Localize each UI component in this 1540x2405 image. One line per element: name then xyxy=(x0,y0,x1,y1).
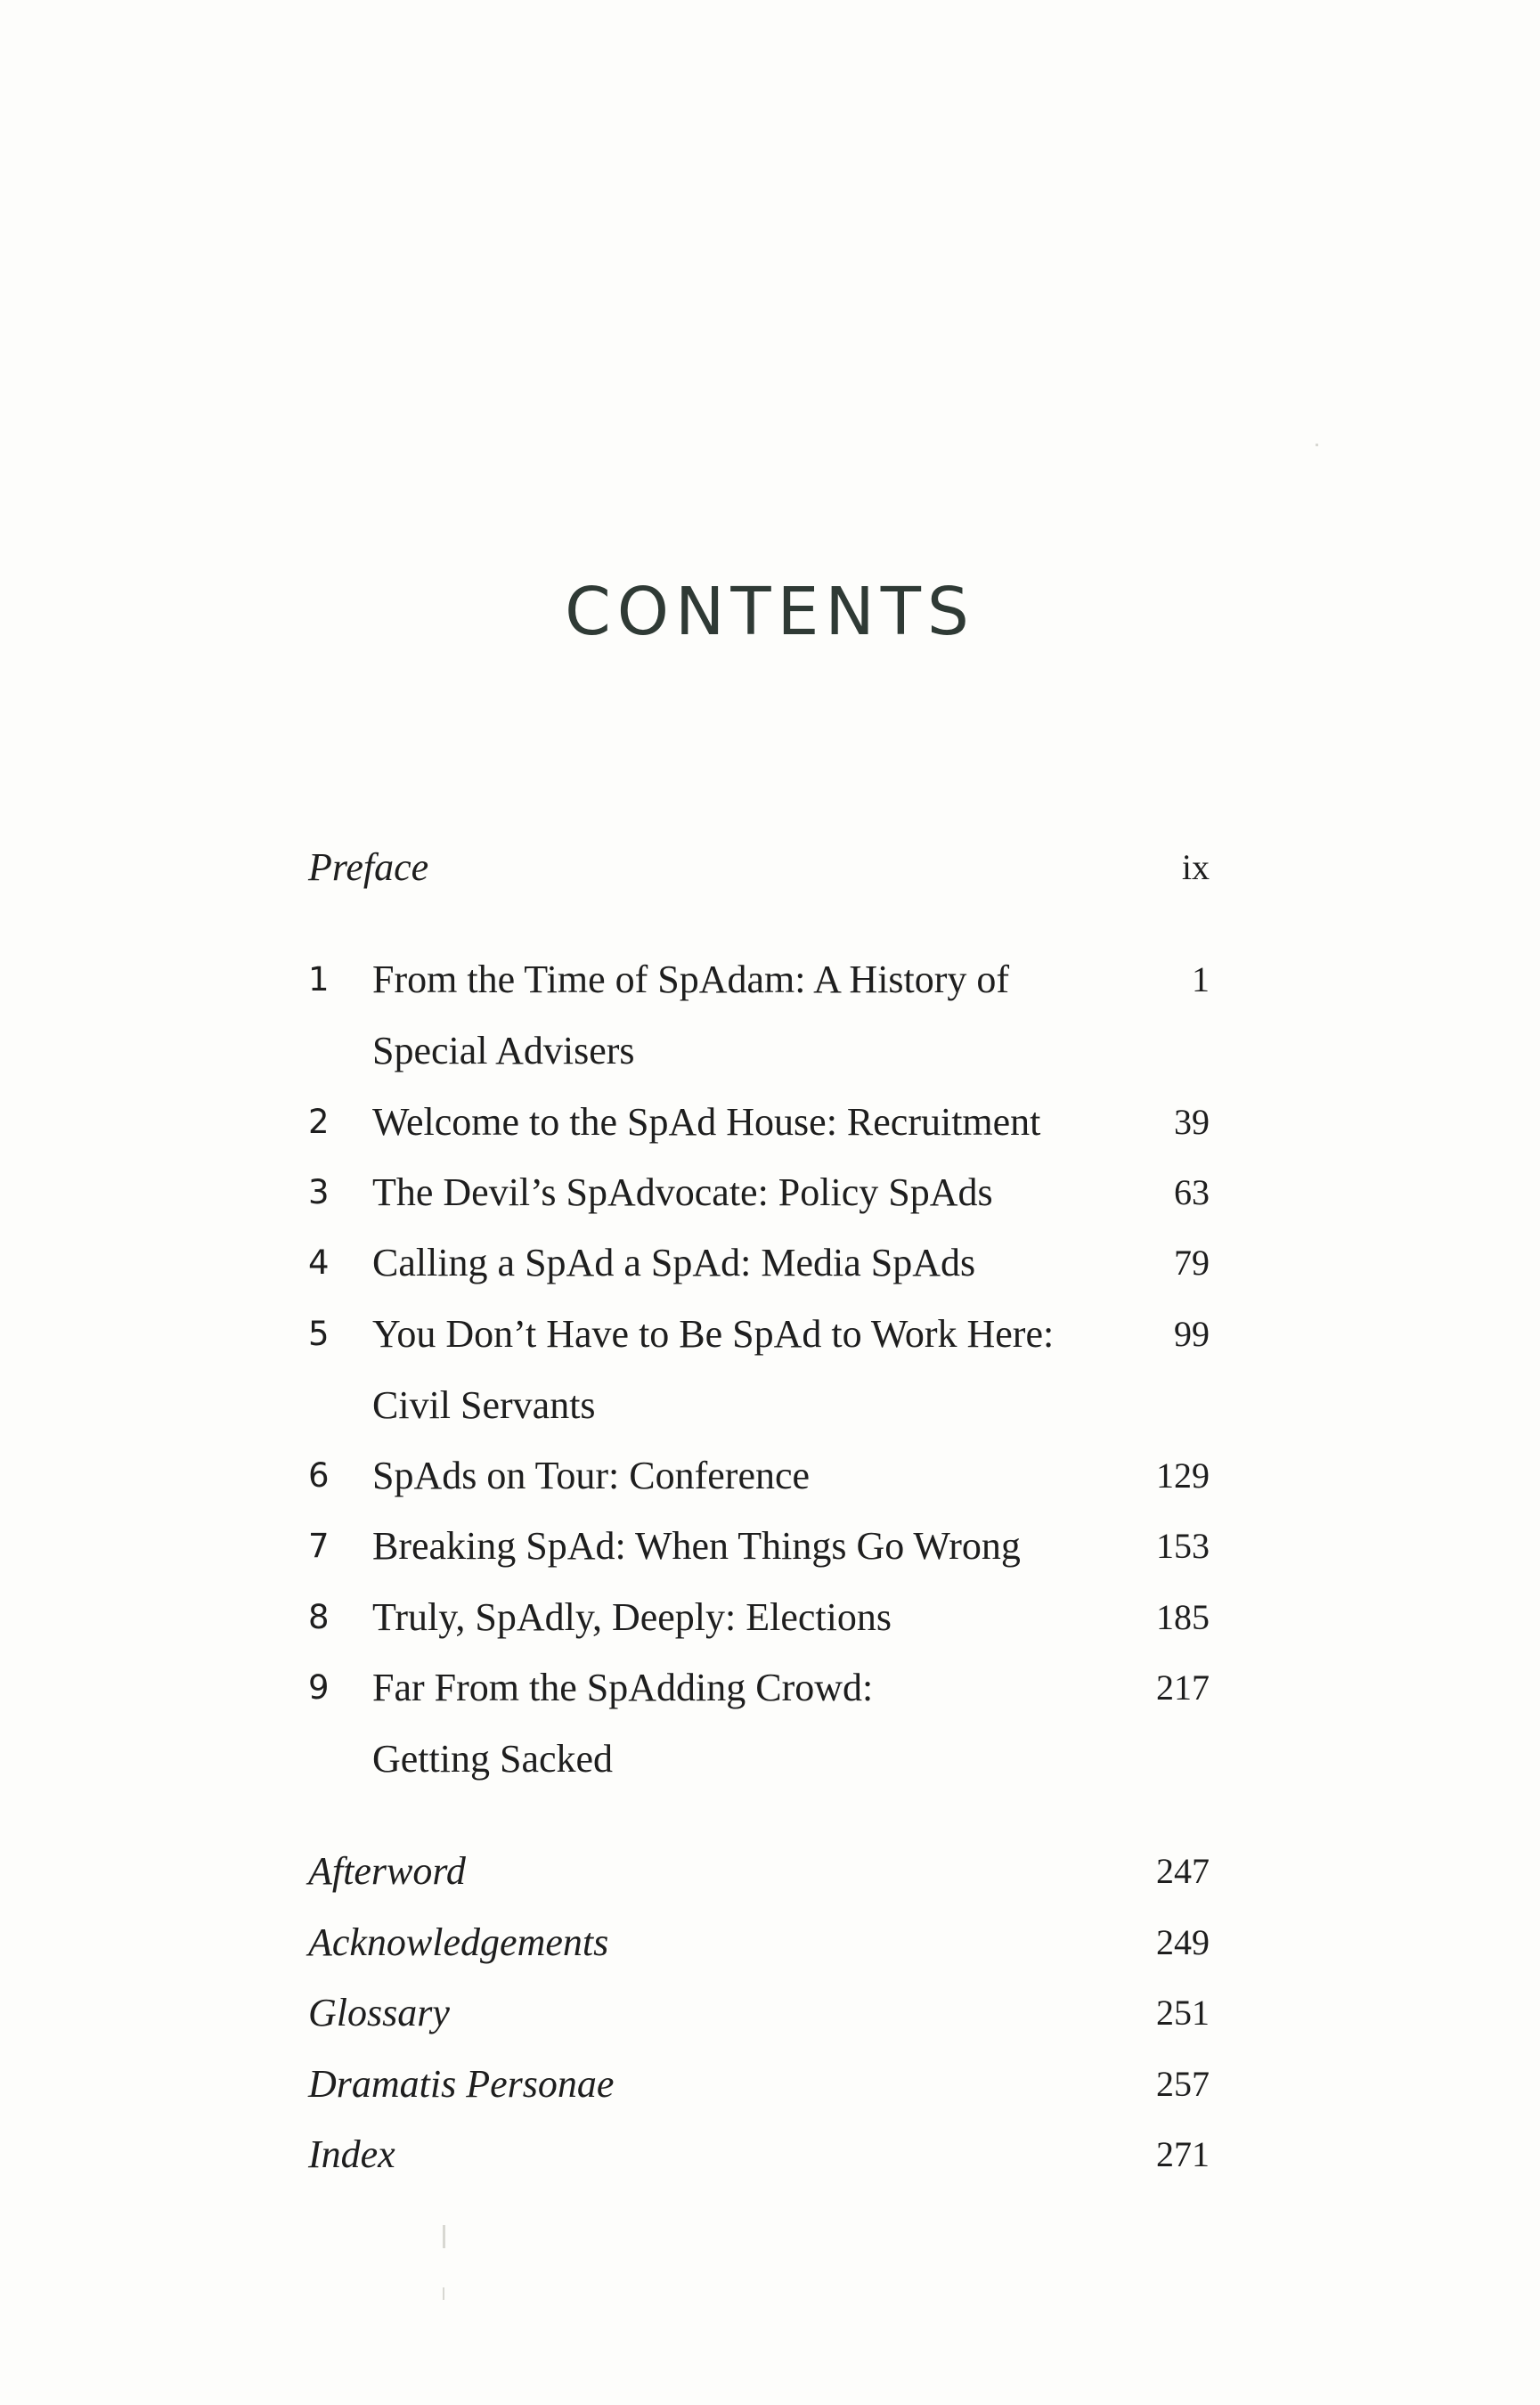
toc-entry-chapter-3[interactable] xyxy=(308,1157,1210,1228)
chapter-title: Welcome to the SpAd House: Recruitment xyxy=(372,1100,1041,1144)
entry-title: Acknowledgements xyxy=(308,1920,609,1964)
entry-title: Afterword xyxy=(308,1849,466,1893)
chapter-number: 6 xyxy=(308,1456,330,1495)
entry-page-number: 217 xyxy=(1156,1667,1210,1708)
entry-title: Preface xyxy=(308,845,429,889)
scan-speck xyxy=(1316,444,1318,446)
chapter-title-line-2: Special Advisers xyxy=(372,1029,635,1072)
chapter-title xyxy=(372,1652,1085,1795)
entry-page-number: 257 xyxy=(1156,2064,1210,2104)
chapter-number: 4 xyxy=(308,1243,330,1282)
chapter-number: 3 xyxy=(308,1173,330,1211)
entry-page-number: 249 xyxy=(1156,1922,1210,1962)
chapter-title xyxy=(372,944,1085,1087)
chapter-title xyxy=(372,1299,1085,1441)
chapter-title-line-2: Civil Servants xyxy=(372,1383,596,1427)
chapter-title: Breaking SpAd: When Things Go Wrong xyxy=(372,1524,1021,1568)
entry-page-number: 1 xyxy=(1192,959,1210,999)
chapter-number: 8 xyxy=(308,1598,330,1636)
chapter-title: Truly, SpAdly, Deeply: Elections xyxy=(372,1595,892,1639)
toc-entry-chapter-8[interactable] xyxy=(308,1582,1210,1653)
toc-entry-chapter-6[interactable] xyxy=(308,1440,1210,1512)
scan-speck xyxy=(443,2225,445,2248)
chapter-title-line-1: Far From the SpAdding Crowd: xyxy=(372,1666,874,1709)
entry-title: Index xyxy=(308,2132,395,2176)
scan-speck xyxy=(443,2287,444,2300)
toc-entry-acknowledgements[interactable] xyxy=(308,1907,1210,1978)
chapter-number: 5 xyxy=(308,1315,330,1353)
chapter-title-line-1: You Don’t Have to Be SpAd to Work Here: xyxy=(372,1312,1055,1356)
entry-title: Glossary xyxy=(308,1991,450,2034)
chapter-title: SpAds on Tour: Conference xyxy=(372,1454,811,1497)
toc-entry-chapter-2[interactable] xyxy=(308,1087,1210,1158)
entry-page-number: 247 xyxy=(1156,1851,1210,1891)
entry-page-number: 271 xyxy=(1156,2134,1210,2174)
toc-entry-chapter-5[interactable] xyxy=(308,1299,1210,1441)
chapter-number: 7 xyxy=(308,1527,330,1565)
entry-page-number: 79 xyxy=(1174,1243,1210,1283)
toc-entry-preface[interactable] xyxy=(308,832,1210,903)
entry-page-number: 99 xyxy=(1174,1314,1210,1354)
chapter-title-line-1: From the Time of SpAdam: A History of xyxy=(372,958,1010,1001)
chapter-number: 2 xyxy=(308,1103,330,1141)
chapter-title-line-2: Getting Sacked xyxy=(372,1737,614,1781)
entry-page-number: ix xyxy=(1181,847,1210,887)
entry-page-number: 39 xyxy=(1174,1102,1210,1142)
toc-entry-chapter-4[interactable] xyxy=(308,1227,1210,1299)
chapter-title: The Devil’s SpAdvocate: Policy SpAds xyxy=(372,1170,993,1214)
toc-entry-chapter-1[interactable] xyxy=(308,944,1210,1087)
toc-entry-chapter-7[interactable] xyxy=(308,1511,1210,1582)
chapter-number: 1 xyxy=(308,960,330,999)
chapter-number: 9 xyxy=(308,1668,330,1707)
toc-entry-index[interactable] xyxy=(308,2119,1210,2190)
entry-title: Dramatis Personae xyxy=(308,2062,615,2106)
chapter-title: Calling a SpAd a SpAd: Media SpAds xyxy=(372,1241,976,1284)
toc-entry-glossary[interactable] xyxy=(308,1977,1210,2049)
toc-entry-dramatis-personae[interactable] xyxy=(308,2049,1210,2120)
entry-page-number: 129 xyxy=(1156,1455,1210,1496)
entry-page-number: 153 xyxy=(1156,1526,1210,1566)
entry-page-number: 63 xyxy=(1174,1172,1210,1212)
entry-page-number: 251 xyxy=(1156,1993,1210,2033)
toc-entry-afterword[interactable] xyxy=(308,1836,1210,1907)
page-title: CONTENTS xyxy=(565,574,975,650)
toc-entry-chapter-9[interactable] xyxy=(308,1652,1210,1795)
entry-page-number: 185 xyxy=(1156,1597,1210,1637)
